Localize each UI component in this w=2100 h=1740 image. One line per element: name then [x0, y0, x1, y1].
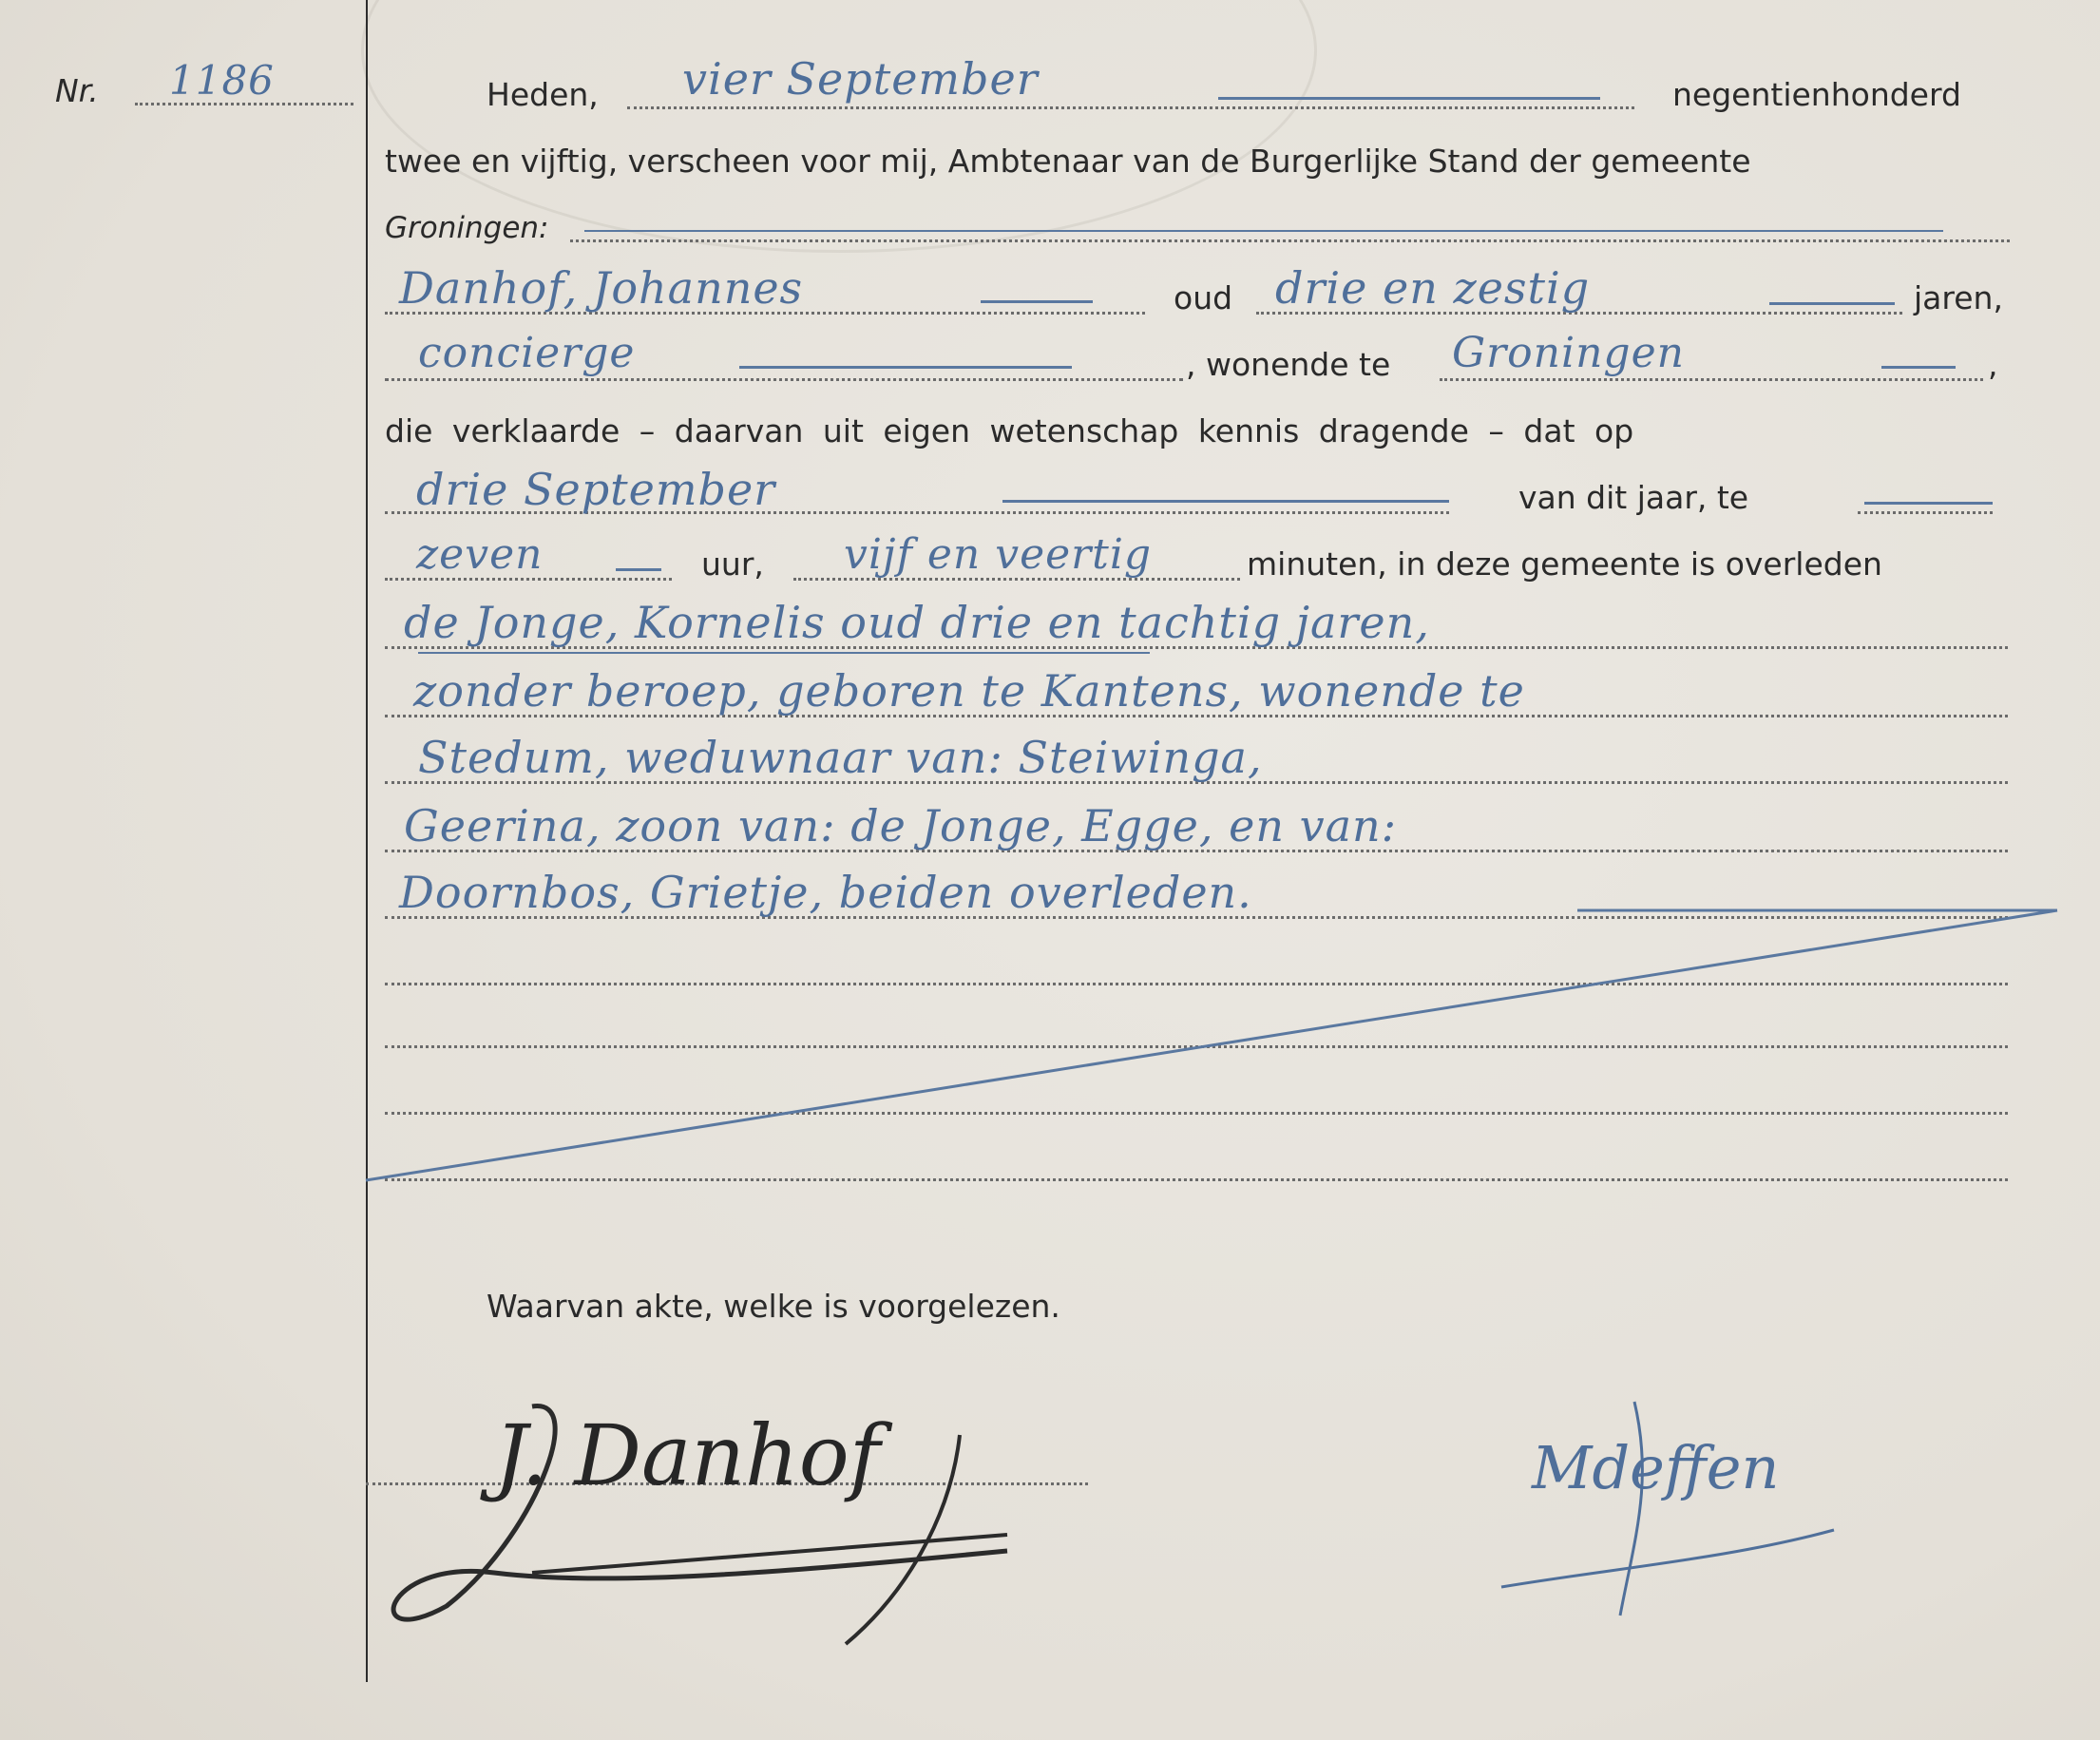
- details-line-1: de Jonge, Kornelis oud drie en tachtig jaren,: [404, 597, 1430, 648]
- uur-label: uur,: [701, 545, 764, 583]
- death-date-handwritten: drie September: [416, 464, 776, 515]
- heden-label: Heden,: [487, 76, 599, 113]
- jaren-label: jaren,: [1914, 279, 2003, 316]
- municipality-label: Groningen:: [385, 211, 549, 245]
- residence-comma: ,: [1988, 346, 1998, 383]
- declarant-signature: J. Danhof: [494, 1406, 881, 1504]
- minutes-handwritten: vijf en veertig: [844, 530, 1153, 579]
- residence-handwritten: Groningen: [1452, 329, 1685, 377]
- wonende-te-label: , wonende te: [1186, 346, 1391, 383]
- declaration-sentence: die verklaarde – daarvan uit eigen wetenschap kennis dragende – dat op: [385, 412, 1634, 449]
- hour-handwritten: zeven: [416, 530, 544, 579]
- negentienhonderd-label: negentienhonderd: [1672, 76, 1961, 113]
- details-line-5: Doornbos, Grietje, beiden overleden.: [399, 867, 1252, 918]
- details-line-4: Geerina, zoon van: de Jonge, Egge, en van:: [404, 800, 1398, 851]
- details-line-3: Stedum, weduwnaar van: Steiwinga,: [418, 732, 1263, 783]
- oud-label: oud: [1174, 279, 1233, 316]
- minuten-label: minuten, in deze gemeente is overleden: [1247, 545, 1882, 583]
- waarvan-akte-label: Waarvan akte, welke is voorgelezen.: [487, 1288, 1060, 1325]
- declarant-handwritten: Danhof, Johannes: [399, 262, 804, 314]
- occupation-handwritten: concierge: [418, 329, 636, 377]
- age-handwritten: drie en zestig: [1275, 262, 1591, 314]
- details-line-2: zonder beroep, geboren te Kantens, wonende te: [413, 665, 1525, 717]
- appearance-sentence: twee en vijftig, verscheen voor mij, Ambtenaar van de Burgerlijke Stand der gemeente: [385, 143, 1751, 180]
- nr-label: Nr.: [55, 72, 99, 109]
- van-dit-jaar-label: van dit jaar, te: [1518, 479, 1749, 516]
- official-signature: Mdeffen: [1532, 1433, 1780, 1502]
- nr-value: 1186: [169, 57, 275, 104]
- date-day-handwritten: vier September: [682, 53, 1039, 105]
